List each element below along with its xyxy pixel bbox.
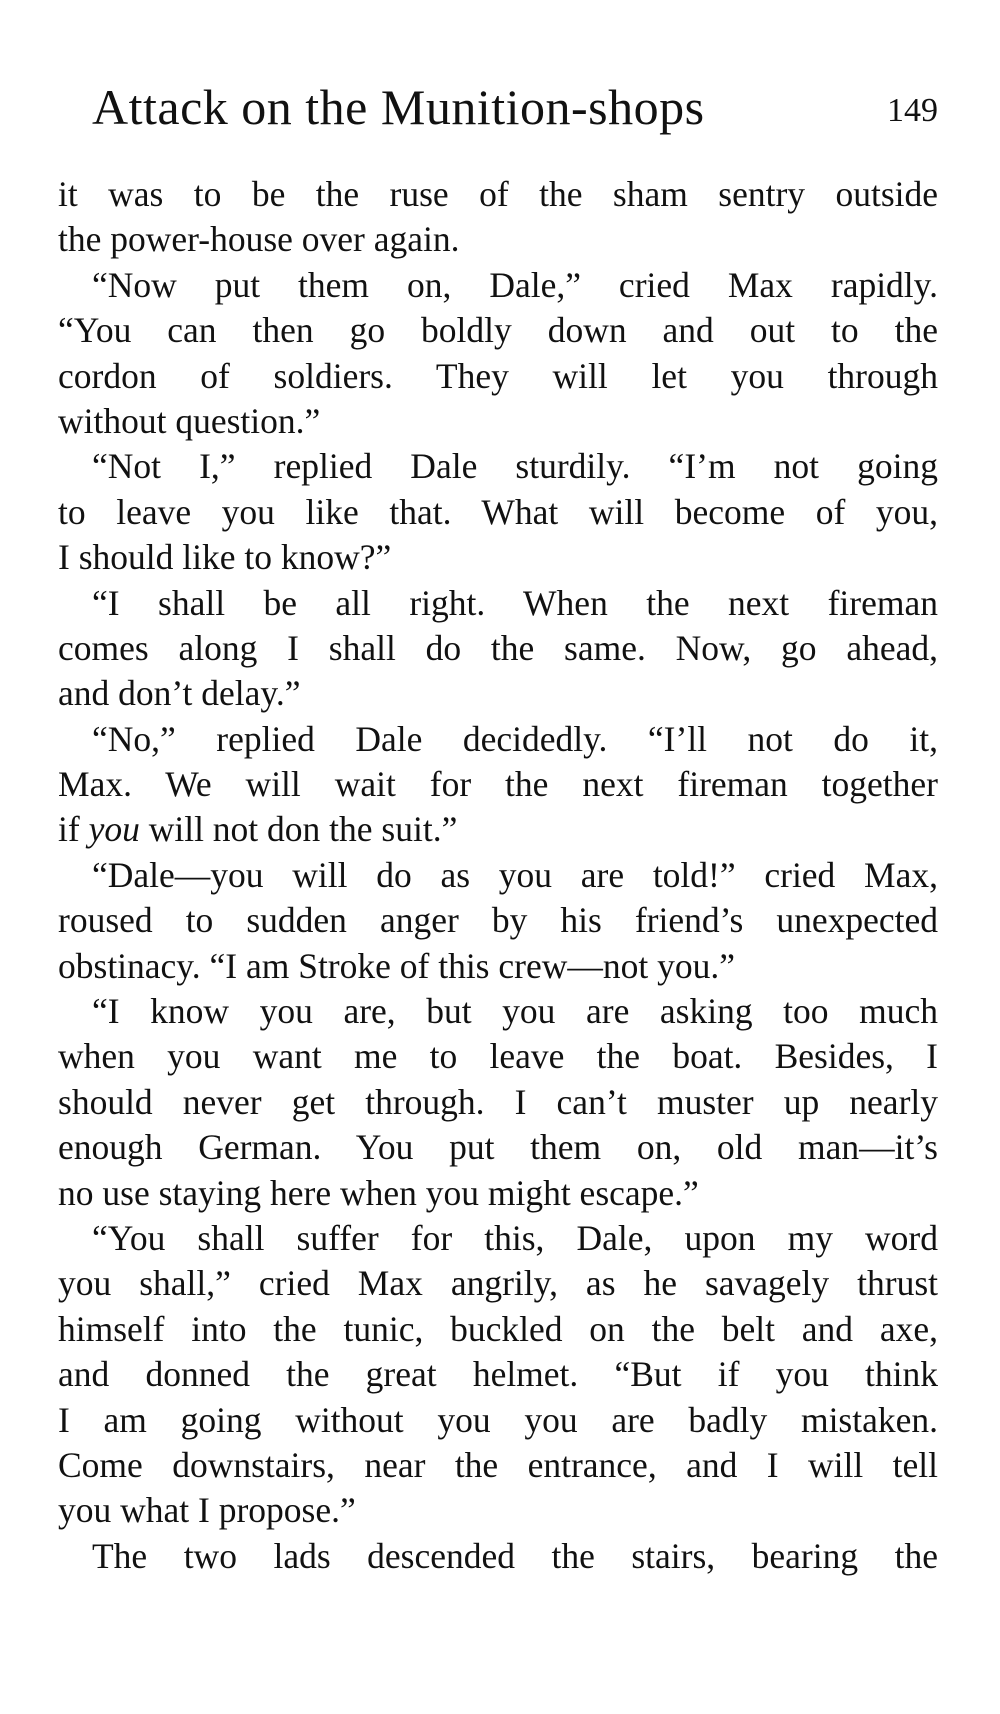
text-line: and donned the great helmet. “But if you think [58,1354,938,1395]
page-number: 149 [887,92,938,129]
text-line: himself into the tunic, buckled on the belt and axe, [58,1308,938,1349]
text-line: “No,” replied Dale decidedly. “I’ll not do it, [92,718,938,759]
text-line: and don’t delay.” [58,673,301,714]
text-line: to leave you like that. What will become of you, [58,491,938,532]
text-line: I am going without you you are badly mistaken. [58,1399,938,1440]
text-line: enough German. You put them on, old man—it’s [58,1127,938,1168]
text-line [58,807,938,852]
text-line: cordon of soldiers. They will let you through [58,355,938,396]
text-line: comes along I shall do the same. Now, go ahead, [58,627,938,668]
text-line: “Now put them on, Dale,” cried Max rapidly. [92,264,938,305]
text-line: no use staying here when you might escape.” [58,1172,699,1213]
text-line: you what I propose.” [58,1490,356,1531]
page-header [92,78,938,148]
text-line: roused to sudden anger by his friend’s unexpected [58,900,938,941]
text-line: when you want me to leave the boat. Besides, I [58,1036,938,1077]
text-line: it was to be the ruse of the sham sentry outside [58,174,938,214]
text-line: I should like to know?” [58,537,392,578]
text-line: you shall,” cried Max angrily, as he savagely thrust [58,1263,938,1304]
text-line: should never get through. I can’t muster up nearly [58,1081,938,1122]
body-text [58,172,938,1579]
text-line: without question.” [58,400,321,441]
text-line: obstinacy. “I am Stroke of this crew—not you.” [58,945,735,986]
text-line: Come downstairs, near the entrance, and I will tell [58,1444,938,1485]
text-line: the power-house over again. [58,219,460,260]
emphasized-word: you [88,809,140,850]
text-line: “I shall be all right. When the next fireman [92,582,938,623]
text-fragment: will not don the suit.” [139,809,458,850]
running-title: Attack on the Munition-shops [92,79,705,135]
text-line: “Not I,” replied Dale sturdily. “I’m not going [92,446,938,487]
text-line: “I know you are, but you are asking too much [92,991,938,1032]
text-line: “You shall suffer for this, Dale, upon my word [92,1217,938,1258]
text-line: “You can then go boldly down and out to the [58,310,938,351]
text-line: Max. We will wait for the next fireman together [58,764,938,805]
text-line: The two lads descended the stairs, bearing the [92,1535,938,1576]
text-fragment: if [58,809,89,850]
text-line: “Dale—you will do as you are told!” cried Max, [92,854,938,895]
